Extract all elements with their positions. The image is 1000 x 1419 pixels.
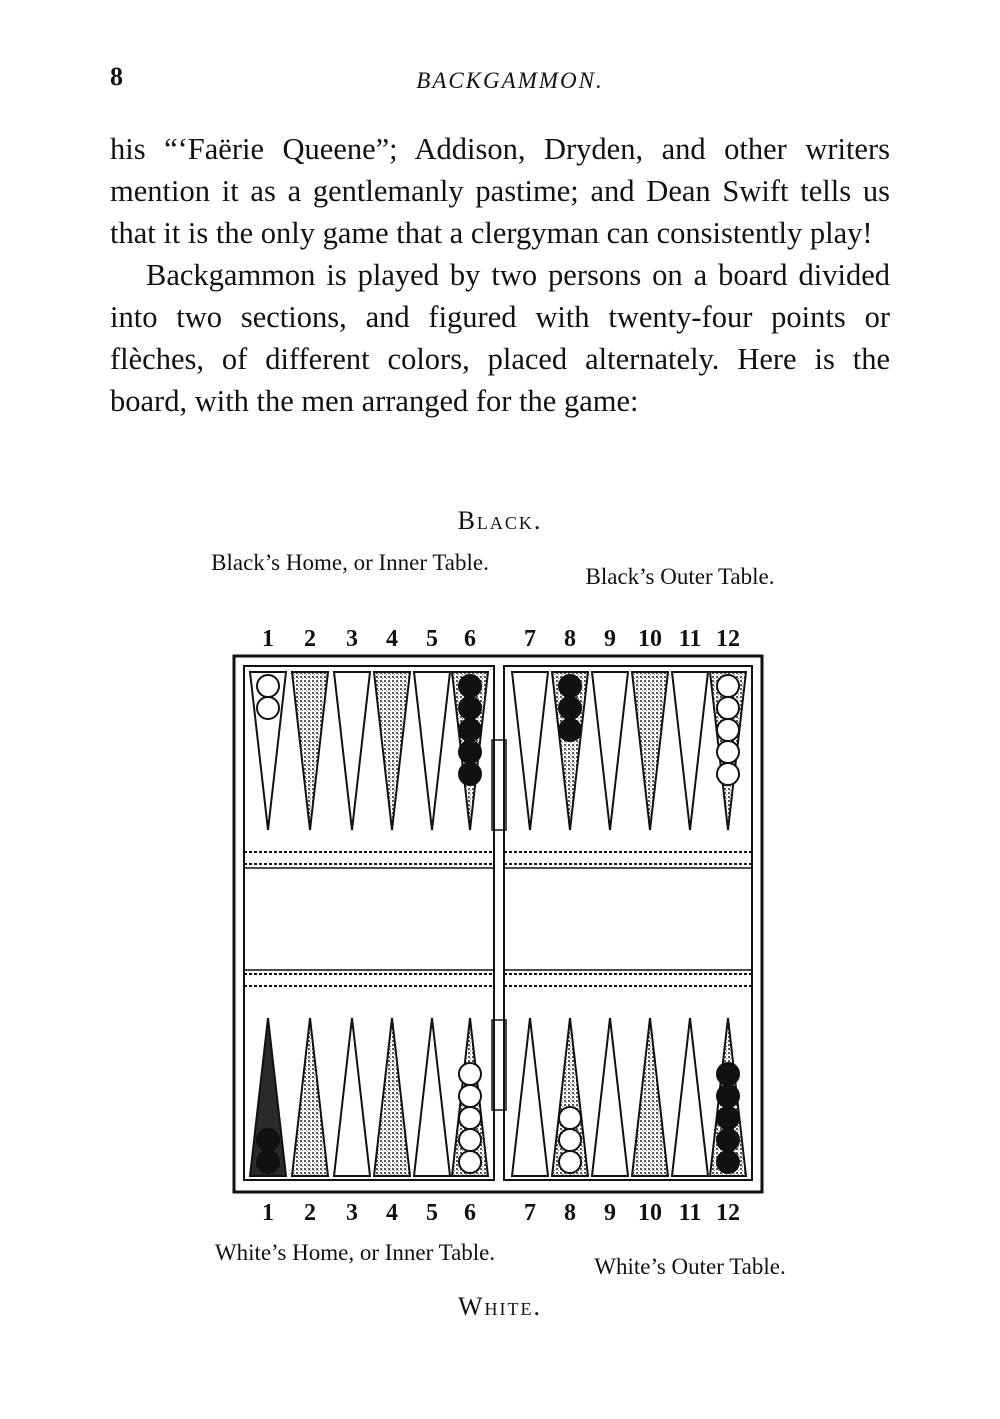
left-table-frame bbox=[244, 666, 494, 1180]
top-point-number: 3 bbox=[346, 626, 358, 652]
white-home-caption: White’s Home, or Inner Table. bbox=[214, 1240, 496, 1265]
bottom-point-number: 5 bbox=[426, 1200, 438, 1226]
white-label: White. bbox=[457, 1292, 543, 1321]
white-man bbox=[459, 1063, 481, 1085]
point-bottom-3 bbox=[334, 1018, 370, 1176]
black-man bbox=[459, 697, 481, 719]
black-man bbox=[459, 741, 481, 763]
white-man bbox=[459, 1129, 481, 1151]
bottom-point-number: 4 bbox=[386, 1200, 398, 1226]
bottom-point-number: 12 bbox=[716, 1200, 740, 1226]
bottom-point-numbers bbox=[262, 1200, 740, 1226]
top-point-number: 4 bbox=[386, 626, 398, 652]
point-bottom-9 bbox=[592, 1018, 628, 1176]
top-point-number: 8 bbox=[564, 626, 576, 652]
black-man bbox=[717, 1107, 739, 1129]
point-bottom-11 bbox=[672, 1018, 708, 1176]
black-man bbox=[559, 697, 581, 719]
top-point-number: 10 bbox=[638, 626, 662, 652]
bottom-point-number: 9 bbox=[604, 1200, 616, 1226]
top-point-number: 2 bbox=[304, 626, 316, 652]
point-top-5 bbox=[414, 672, 450, 830]
black-man bbox=[559, 675, 581, 697]
white-man bbox=[257, 675, 279, 697]
white-man bbox=[459, 1151, 481, 1173]
bottom-point-number: 6 bbox=[464, 1200, 476, 1226]
white-outer-caption: White’s Outer Table. bbox=[594, 1254, 786, 1279]
black-man bbox=[717, 1085, 739, 1107]
point-bottom-10 bbox=[632, 1018, 668, 1176]
backgammon-board bbox=[234, 656, 762, 1192]
point-top-3 bbox=[334, 672, 370, 830]
white-man bbox=[717, 697, 739, 719]
top-point-number: 11 bbox=[678, 626, 702, 652]
page-number: 8 bbox=[110, 62, 123, 91]
bottom-point-number: 3 bbox=[346, 1200, 358, 1226]
body-text bbox=[110, 128, 890, 422]
black-man bbox=[717, 1129, 739, 1151]
white-man bbox=[717, 763, 739, 785]
white-man bbox=[717, 741, 739, 763]
bottom-point-number: 10 bbox=[638, 1200, 662, 1226]
bottom-point-number: 7 bbox=[524, 1200, 536, 1226]
backgammon-board-figure bbox=[0, 620, 1000, 1320]
white-man bbox=[717, 675, 739, 697]
point-top-10 bbox=[632, 672, 668, 830]
black-man bbox=[459, 719, 481, 741]
black-label: Black. bbox=[457, 506, 543, 535]
point-bottom-7 bbox=[512, 1018, 548, 1176]
white-man bbox=[459, 1085, 481, 1107]
point-top-9 bbox=[592, 672, 628, 830]
black-man bbox=[257, 1129, 279, 1151]
black-outer-caption: Black’s Outer Table. bbox=[585, 564, 775, 589]
black-man bbox=[559, 719, 581, 741]
white-man bbox=[559, 1107, 581, 1129]
black-man bbox=[459, 763, 481, 785]
top-point-number: 5 bbox=[426, 626, 438, 652]
top-point-number: 6 bbox=[464, 626, 476, 652]
top-point-number: 1 bbox=[262, 626, 274, 652]
white-man bbox=[717, 719, 739, 741]
point-top-11 bbox=[672, 672, 708, 830]
right-table-frame bbox=[504, 666, 752, 1180]
point-bottom-2 bbox=[292, 1018, 328, 1176]
black-man bbox=[717, 1151, 739, 1173]
paragraph-2: Backgammon is played by two persons on a board divided into two sections, and figured with twenty-four points or flèches, of different colors, placed alternately. Here is the board, with the men arranged for the game: bbox=[110, 258, 890, 418]
white-man bbox=[559, 1129, 581, 1151]
point-top-7 bbox=[512, 672, 548, 830]
black-home-caption: Black’s Home, or Inner Table. bbox=[211, 550, 489, 575]
point-top-2 bbox=[292, 672, 328, 830]
bottom-point-number: 2 bbox=[304, 1200, 316, 1226]
paragraph-1: his “‘Faërie Queene”; Addison, Dryden, and other writers mention it as a gentlemanly pastime; and Dean Swift tells us that it is the only game that a clergyman can consistently play! bbox=[110, 132, 890, 250]
white-man bbox=[257, 697, 279, 719]
point-bottom-4 bbox=[374, 1018, 410, 1176]
black-man bbox=[459, 675, 481, 697]
top-point-number: 12 bbox=[716, 626, 740, 652]
bottom-point-number: 1 bbox=[262, 1200, 274, 1226]
bottom-point-number: 8 bbox=[564, 1200, 576, 1226]
top-point-number: 9 bbox=[604, 626, 616, 652]
running-title: BACKGAMMON. bbox=[416, 68, 604, 93]
black-man bbox=[717, 1063, 739, 1085]
white-man bbox=[459, 1107, 481, 1129]
white-man bbox=[559, 1151, 581, 1173]
bottom-point-number: 11 bbox=[678, 1200, 702, 1226]
top-point-numbers bbox=[262, 626, 740, 652]
point-top-4 bbox=[374, 672, 410, 830]
black-man bbox=[257, 1151, 279, 1173]
point-bottom-5 bbox=[414, 1018, 450, 1176]
top-point-number: 7 bbox=[524, 626, 536, 652]
